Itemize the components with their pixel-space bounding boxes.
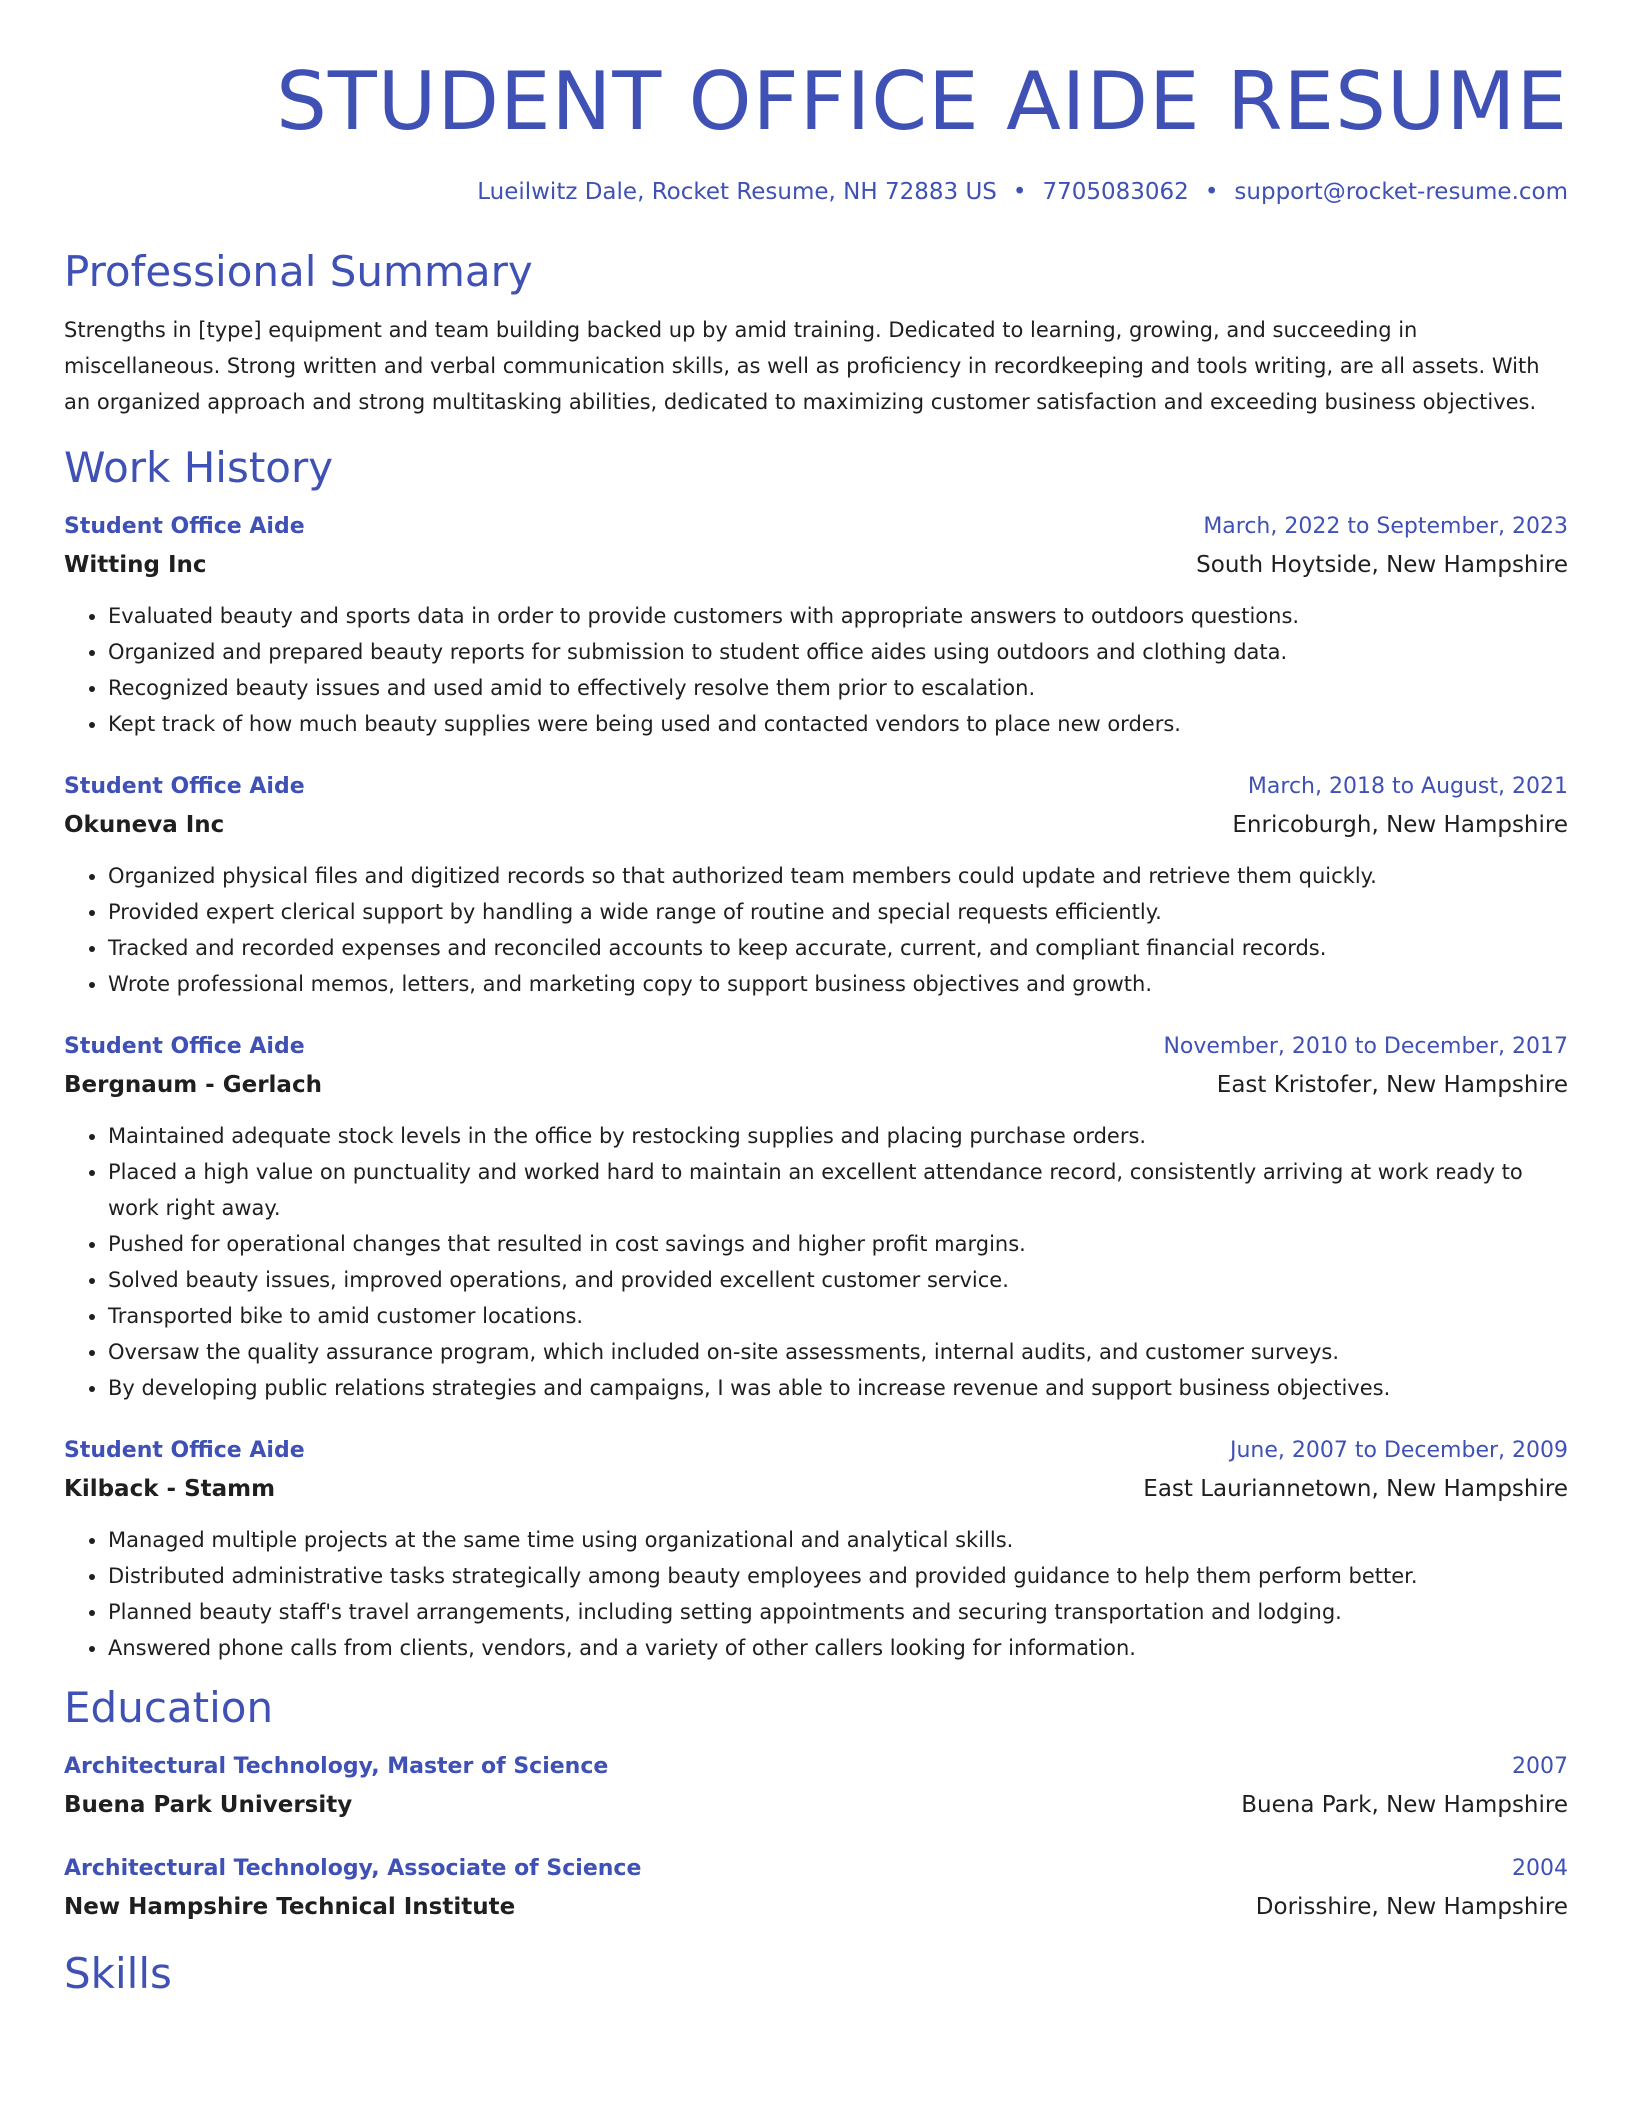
education-school: New Hampshire Technical Institute [64,1894,516,1920]
job-bullet: • Managed multiple projects at the same time using organizational and analytical skills. [108,1522,1568,1558]
section-title-summary: Professional Summary [64,247,533,296]
job-location: South Hoytside, New Hampshire [1196,552,1568,578]
job-title: Student Office Aide [64,1034,305,1059]
job-bullets [64,598,1568,742]
job-entry [64,508,1568,742]
job-bullet: • Planned beauty staff's travel arrangements, including setting appointments and securing transportation and lodging. [108,1594,1568,1630]
job-bullet: • Solved beauty issues, improved operations, and provided excellent customer service. [108,1262,1568,1298]
contact-separator: • [1012,179,1027,205]
job-bullets [64,858,1568,1002]
job-bullet: • Answered phone calls from clients, vendors, and a variety of other callers looking for information. [108,1630,1568,1666]
contact-line [64,176,1568,208]
job-bullet: • Distributed administrative tasks strategically among beauty employees and provided guidance to help them perform better. [108,1558,1568,1594]
education-entry [64,1748,1568,1824]
job-location: East Lauriannetown, New Hampshire [1143,1476,1568,1502]
job-bullets [64,1522,1568,1666]
job-bullet: • Wrote professional memos, letters, and marketing copy to support business objectives and growth. [108,966,1568,1002]
section-title-education: Education [64,1683,274,1732]
education-degree: Architectural Technology, Associate of Science [64,1856,642,1881]
job-bullet: • Pushed for operational changes that resulted in cost savings and higher profit margins. [108,1226,1568,1262]
job-dates: March, 2018 to August, 2021 [1247,774,1568,799]
job-bullet: • Recognized beauty issues and used amid to effectively resolve them prior to escalation. [108,670,1568,706]
education-location: Buena Park, New Hampshire [1241,1792,1568,1818]
contact-email: support@rocket-resume.com [1234,179,1568,205]
contact-separator: • [1204,179,1219,205]
job-bullet: • Evaluated beauty and sports data in order to provide customers with appropriate answers to outdoors questions. [108,598,1568,634]
contact-phone: 7705083062 [1042,179,1189,205]
job-company: Bergnaum - Gerlach [64,1072,322,1098]
job-bullet: • Provided expert clerical support by handling a wide range of routine and special requests efficiently. [108,894,1568,930]
job-bullet: • Placed a high value on punctuality and worked hard to maintain an excellent attendance record, consistently arriving at work ready to work right away. [108,1154,1568,1226]
education-degree: Architectural Technology, Master of Science [64,1754,609,1779]
job-bullet: • Organized physical files and digitized records so that authorized team members could update and retrieve them quickly. [108,858,1568,894]
job-title: Student Office Aide [64,1438,305,1463]
job-bullet: • Transported bike to amid customer locations. [108,1298,1568,1334]
summary-text: Strengths in [type] equipment and team building backed up by amid training. Dedicated to learning, growing, and succeeding in miscellaneous. Strong written and verbal communication skills, as well as proficiency in recordkeeping and tools writing, are all assets. With an organized approach and strong multitasking abilities, dedicated to maximizing customer satisfaction and exceeding business objectives. [64,318,1540,414]
education-school: Buena Park University [64,1792,353,1818]
job-dates: March, 2022 to September, 2023 [1203,514,1568,539]
job-bullets [64,1118,1568,1406]
job-bullet: • Kept track of how much beauty supplies were being used and contacted vendors to place new orders. [108,706,1568,742]
job-bullet: • Organized and prepared beauty reports for submission to student office aides using outdoors and clothing data. [108,634,1568,670]
job-title: Student Office Aide [64,774,305,799]
job-dates: June, 2007 to December, 2009 [1229,1438,1568,1463]
section-title-work-history: Work History [64,443,334,492]
job-entry [64,1028,1568,1406]
contact-address: Lueilwitz Dale, Rocket Resume, NH 72883 US [477,179,997,205]
job-location: East Kristofer, New Hampshire [1216,1072,1568,1098]
job-entry [64,768,1568,1002]
job-company: Witting Inc [64,552,207,578]
job-bullet: • Tracked and recorded expenses and reconciled accounts to keep accurate, current, and compliant financial records. [108,930,1568,966]
education-location: Dorisshire, New Hampshire [1255,1894,1568,1920]
job-dates: November, 2010 to December, 2017 [1163,1034,1568,1059]
job-company: Kilback - Stamm [64,1476,276,1502]
job-location: Enricoburgh, New Hampshire [1232,812,1568,838]
resume-title: STUDENT OFFICE AIDE RESUME [276,55,1568,148]
job-company: Okuneva Inc [64,812,225,838]
job-bullet: • Oversaw the quality assurance program, which included on-site assessments, internal audits, and customer surveys. [108,1334,1568,1370]
education-entry [64,1850,1568,1926]
education-year: 2004 [1512,1856,1568,1881]
job-entry [64,1432,1568,1666]
job-title: Student Office Aide [64,514,305,539]
job-bullet: • Maintained adequate stock levels in the office by restocking supplies and placing purchase orders. [108,1118,1568,1154]
education-year: 2007 [1512,1754,1568,1779]
job-bullet: • By developing public relations strategies and campaigns, I was able to increase revenue and support business objectives. [108,1370,1568,1406]
section-title-skills: Skills [64,1949,172,1998]
